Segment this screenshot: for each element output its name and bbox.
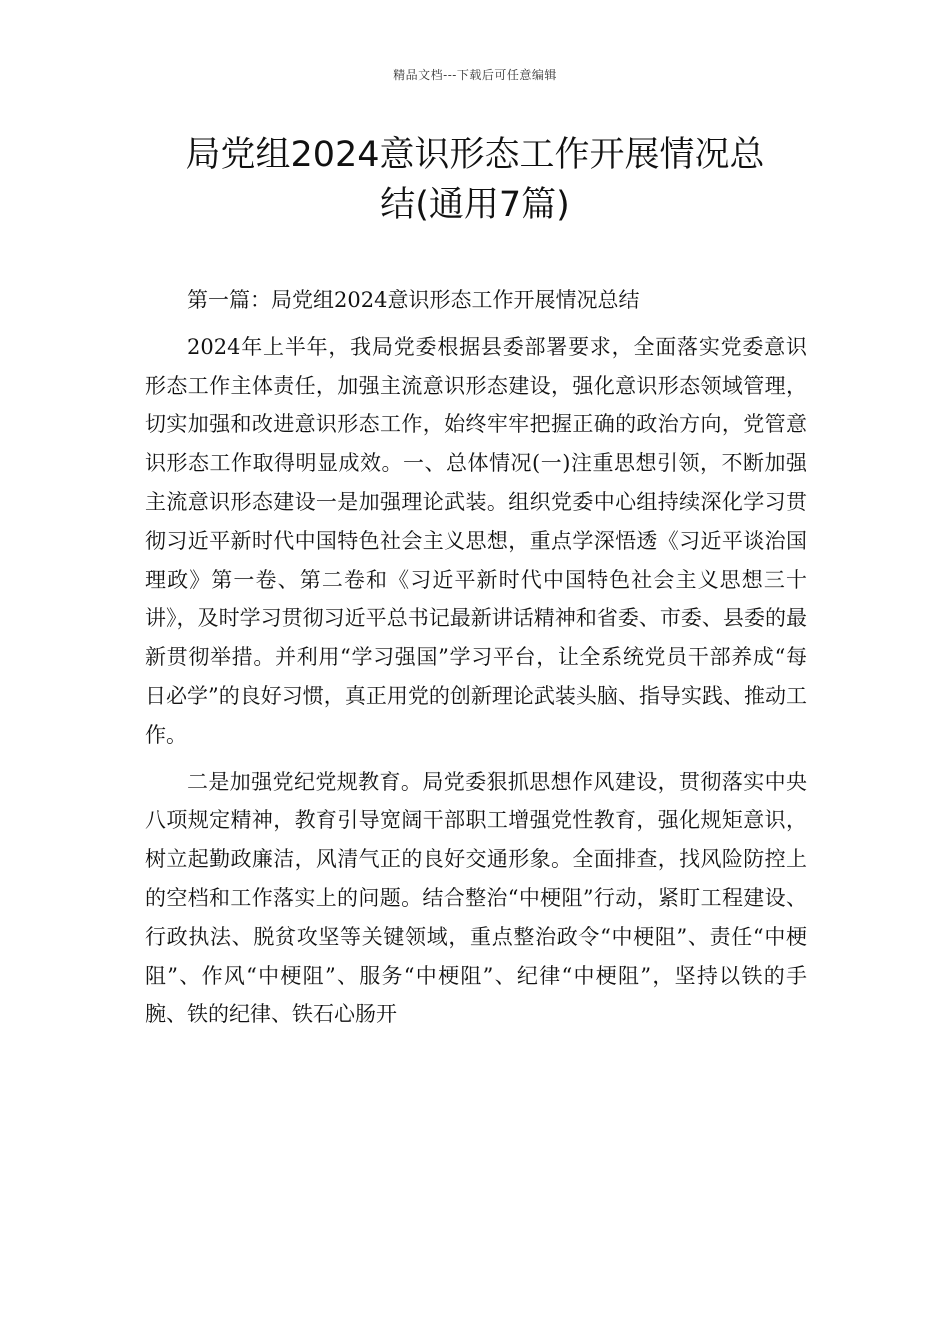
header-note: 精品文档---下载后可任意编辑 xyxy=(393,68,557,82)
document-title xyxy=(120,130,830,230)
title-line-1: 局党组2024意识形态工作开展情况总 xyxy=(185,135,765,175)
body-paragraph: 二是加强党纪党规教育。局党委狠抓思想作风建设，贯彻落实中央八项规定精神，教育引导宽阔干部职工增强党性教育，强化规矩意识，树立起勤政廉洁，风清气正的良好交通形象。全面排查，找风险防控上的空档和工作落实上的问题。结合整治“中梗阻”行动，紧盯工程建设、行政执法、脱贫攻坚等关键领域，重点整治政令“中梗阻”、责任“中梗阻”、作风“中梗阻”、服务“中梗阻”、纪律“中梗阻”，坚持以铁的手腕、铁的纪律、铁石心肠开 xyxy=(145,769,807,1027)
title-line-2: 结(通用7篇) xyxy=(380,185,570,225)
document-body xyxy=(145,281,807,1034)
section-heading: 第一篇：局党组2024意识形态工作开展情况总结 xyxy=(187,288,640,312)
body-paragraph: 2024年上半年，我局党委根据县委部署要求，全面落实党委意识形态工作主体责任，加强主流意识形态建设，强化意识形态领域管理，切实加强和改进意识形态工作，始终牢牢把握正确的政治方向，党管意识形态工作取得明显成效。一、总体情况(一)注重思想引领，不断加强主流意识形态建设一是加强理论武装。组织党委中心组持续深化学习贯彻习近平新时代中国特色社会主义思想，重点学深悟透《习近平谈治国理政》第一卷、第二卷和《习近平新时代中国特色社会主义思想三十讲》，及时学习贯彻习近平总书记最新讲话精神和省委、市委、县委的最新贯彻举措。并利用“学习强国”学习平台，让全系统党员干部养成“每日必学”的良好习惯，真正用党的创新理论武装头脑、指导实践、推动工作。 xyxy=(145,334,807,747)
